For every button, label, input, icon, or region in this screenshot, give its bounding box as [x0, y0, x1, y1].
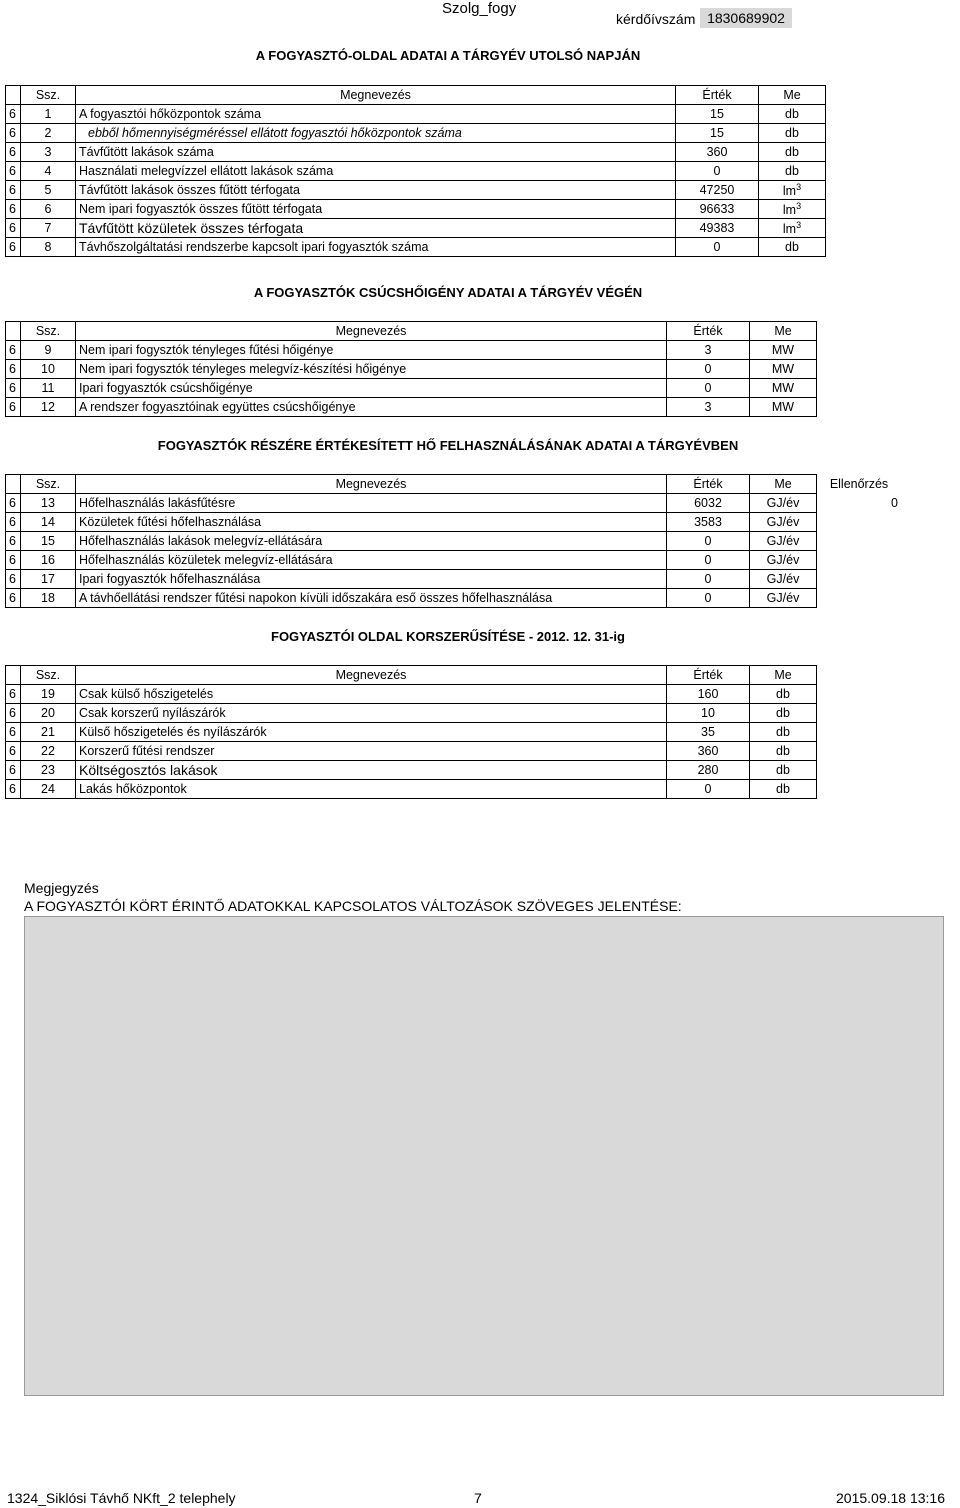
- notes-text-area[interactable]: [24, 916, 944, 1396]
- header-unit: Me: [750, 666, 817, 685]
- questionnaire-number: 1830689902: [700, 8, 792, 28]
- unit-text: lm: [782, 184, 797, 199]
- table-row: [6, 181, 826, 200]
- check-value: 0: [891, 496, 898, 510]
- section1-title: A FOGYASZTÓ-OLDAL ADATAI A TÁRGYÉV UTOLSÓ NAPJÁN: [255, 48, 641, 63]
- unit-text: MW: [771, 362, 795, 376]
- row-number: 12: [21, 398, 76, 417]
- row-unit: [750, 532, 817, 551]
- header-check: Ellenőrzés: [829, 477, 889, 491]
- row-number: 9: [21, 341, 76, 360]
- check-blank: [817, 551, 903, 570]
- row-name: A fogyasztói hőközpontok száma: [76, 105, 676, 124]
- row-number: 4: [21, 162, 76, 181]
- row-name: Lakás hőközpontok: [76, 780, 667, 799]
- table-header-row: [6, 86, 826, 105]
- row-value: 3: [667, 341, 750, 360]
- table-row: [6, 162, 826, 181]
- row-name: A távhőellátási rendszer fűtési napokon kívüli időszakára eső összes hőfelhasználása: [76, 589, 667, 608]
- table-row: [6, 494, 903, 513]
- check-blank: [817, 513, 903, 532]
- table-row: [6, 551, 903, 570]
- row-code: 6: [6, 589, 21, 608]
- row-unit: [750, 685, 817, 704]
- row-code: 6: [6, 219, 21, 238]
- row-number: 6: [21, 200, 76, 219]
- table-row: [6, 742, 817, 761]
- unit-text: db: [776, 763, 790, 777]
- row-unit: [750, 723, 817, 742]
- row-value: 0: [676, 238, 759, 257]
- row-number: 11: [21, 379, 76, 398]
- row-unit: [750, 398, 817, 417]
- row-unit: [759, 238, 826, 257]
- row-name: A rendszer fogyasztóinak együttes csúcshőigénye: [76, 398, 667, 417]
- row-number: 13: [21, 494, 76, 513]
- table-row: [6, 513, 903, 532]
- header-value: Érték: [667, 475, 750, 494]
- row-name: ebből hőmennyiségméréssel ellátott fogyasztói hőközpontok száma: [76, 124, 676, 143]
- header-value: Érték: [667, 322, 750, 341]
- footer-timestamp: 2015.09.18 13:16: [836, 1490, 945, 1506]
- row-unit: [750, 513, 817, 532]
- header-unit: Me: [750, 322, 817, 341]
- section1-table: [5, 85, 826, 257]
- row-name: Távfűtött lakások összes fűtött térfogata: [76, 181, 676, 200]
- section3-title: FOGYASZTÓK RÉSZÉRE ÉRTÉKESÍTETT HŐ FELHASZNÁLÁSÁNAK ADATAI A TÁRGYÉVBEN: [157, 438, 739, 453]
- header-name: Megnevezés: [76, 475, 667, 494]
- unit-superscript: 3: [796, 219, 802, 230]
- unit-text: MW: [771, 381, 795, 395]
- table-row: [6, 398, 817, 417]
- row-name: Távfűtött lakások száma: [76, 143, 676, 162]
- row-code: 6: [6, 742, 21, 761]
- row-name: Nem ipari fogysztók tényleges fűtési hőigénye: [76, 341, 667, 360]
- row-code: 6: [6, 494, 21, 513]
- row-value: 3: [667, 398, 750, 417]
- row-code: 6: [6, 162, 21, 181]
- row-number: 10: [21, 360, 76, 379]
- row-unit: [750, 360, 817, 379]
- table-row: [6, 200, 826, 219]
- row-unit: [750, 761, 817, 780]
- questionnaire-label: kérdőívszám: [616, 11, 696, 27]
- row-value: 360: [676, 143, 759, 162]
- unit-text: GJ/év: [766, 591, 800, 605]
- row-value: 6032: [667, 494, 750, 513]
- table-header-row: [6, 666, 817, 685]
- row-value: 280: [667, 761, 750, 780]
- row-unit: [750, 589, 817, 608]
- header-blank: [6, 86, 21, 105]
- unit-text: lm: [782, 222, 797, 237]
- row-value: 0: [667, 379, 750, 398]
- row-number: 19: [21, 685, 76, 704]
- row-number: 16: [21, 551, 76, 570]
- row-unit: [759, 143, 826, 162]
- table-row: [6, 124, 826, 143]
- row-number: 5: [21, 181, 76, 200]
- row-name: Nem ipari fogyasztók összes fűtött térfogata: [76, 200, 676, 219]
- row-unit: [759, 162, 826, 181]
- row-value: 0: [667, 570, 750, 589]
- row-number: 3: [21, 143, 76, 162]
- row-unit: [750, 379, 817, 398]
- row-value: 0: [667, 780, 750, 799]
- unit-text: db: [776, 687, 790, 701]
- table-row: [6, 570, 903, 589]
- row-number: 15: [21, 532, 76, 551]
- row-name: Távfűtött közületek összes térfogata: [76, 219, 676, 238]
- unit-text: db: [776, 706, 790, 720]
- table-row: [6, 780, 817, 799]
- row-code: 6: [6, 379, 21, 398]
- section4-title: FOGYASZTÓI OLDAL KORSZERŰSÍTÉSE - 2012. 12. 31-ig: [271, 629, 625, 644]
- sheet-name: Szolg_fogy: [442, 0, 517, 17]
- row-number: 8: [21, 238, 76, 257]
- table-row: [6, 685, 817, 704]
- table-row: [6, 341, 817, 360]
- row-value: 96633: [676, 200, 759, 219]
- check-blank: [817, 532, 903, 551]
- row-name: Nem ipari fogysztók tényleges melegvíz-készítési hőigénye: [76, 360, 667, 379]
- row-value: 3583: [667, 513, 750, 532]
- row-number: 22: [21, 742, 76, 761]
- row-code: 6: [6, 105, 21, 124]
- unit-text: db: [785, 240, 799, 254]
- footer-page-number: 7: [474, 1490, 482, 1506]
- row-name: Távhőszolgáltatási rendszerbe kapcsolt ipari fogyasztók száma: [76, 238, 676, 257]
- row-name: Használati melegvízzel ellátott lakások száma: [76, 162, 676, 181]
- row-unit: [750, 551, 817, 570]
- row-name: Költségosztós lakások: [76, 761, 667, 780]
- table-row: [6, 589, 903, 608]
- unit-text: db: [785, 164, 799, 178]
- row-code: 6: [6, 532, 21, 551]
- header-value: Érték: [667, 666, 750, 685]
- row-value: 49383: [676, 219, 759, 238]
- row-value: 0: [667, 360, 750, 379]
- header-ssz: Ssz.: [21, 475, 76, 494]
- unit-superscript: 3: [796, 181, 802, 192]
- row-code: 6: [6, 761, 21, 780]
- table-row: [6, 360, 817, 379]
- section2-table: [5, 321, 817, 417]
- notes-title: A FOGYASZTÓI KÖRT ÉRINTŐ ADATOKKAL KAPCSOLATOS VÁLTOZÁSOK SZÖVEGES JELENTÉSE:: [24, 898, 682, 914]
- row-value: 160: [667, 685, 750, 704]
- row-value: 10: [667, 704, 750, 723]
- row-name: Hőfelhasználás lakásfűtésre: [76, 494, 667, 513]
- row-name: Korszerű fűtési rendszer: [76, 742, 667, 761]
- row-value: 0: [667, 589, 750, 608]
- unit-text: GJ/év: [766, 496, 800, 510]
- header-name: Megnevezés: [76, 666, 667, 685]
- row-value: 15: [676, 124, 759, 143]
- row-value: 35: [667, 723, 750, 742]
- check-blank: [817, 570, 903, 589]
- row-code: 6: [6, 124, 21, 143]
- row-value: 47250: [676, 181, 759, 200]
- table-row: [6, 143, 826, 162]
- table-header-row: [6, 322, 817, 341]
- unit-text: db: [785, 107, 799, 121]
- row-value: 0: [667, 551, 750, 570]
- table-row: [6, 379, 817, 398]
- row-code: 6: [6, 341, 21, 360]
- row-value: 0: [667, 532, 750, 551]
- row-code: 6: [6, 723, 21, 742]
- row-number: 7: [21, 219, 76, 238]
- row-number: 14: [21, 513, 76, 532]
- header-blank: [6, 666, 21, 685]
- unit-text: db: [785, 145, 799, 159]
- header-name: Megnevezés: [76, 86, 676, 105]
- row-code: 6: [6, 398, 21, 417]
- row-value: 15: [676, 105, 759, 124]
- row-unit: [759, 181, 826, 200]
- unit-text: db: [785, 126, 799, 140]
- row-unit: [750, 570, 817, 589]
- row-code: 6: [6, 685, 21, 704]
- table-row: [6, 761, 817, 780]
- row-name: Külső hőszigetelés és nyílászárók: [76, 723, 667, 742]
- table-row: [6, 704, 817, 723]
- check-blank: [817, 589, 903, 608]
- unit-text: MW: [771, 343, 795, 357]
- row-unit: [750, 341, 817, 360]
- row-number: 18: [21, 589, 76, 608]
- header-unit: Me: [759, 86, 826, 105]
- unit-text: lm: [782, 203, 797, 218]
- row-code: 6: [6, 200, 21, 219]
- table-header-row: [6, 475, 903, 494]
- unit-text: GJ/év: [766, 534, 800, 548]
- table-row: [6, 723, 817, 742]
- row-number: 2: [21, 124, 76, 143]
- header-blank: [6, 475, 21, 494]
- unit-text: GJ/év: [766, 553, 800, 567]
- row-code: 6: [6, 780, 21, 799]
- section2-title: A FOGYASZTÓK CSÚCSHŐIGÉNY ADATAI A TÁRGYÉV VÉGÉN: [253, 285, 643, 300]
- header-blank: [6, 322, 21, 341]
- row-code: 6: [6, 360, 21, 379]
- row-unit: [759, 105, 826, 124]
- footer-company: 1324_Siklósi Távhő NKft_2 telephely: [7, 1490, 236, 1506]
- row-name: Csak külső hőszigetelés: [76, 685, 667, 704]
- row-name: Ipari fogyasztók hőfelhasználása: [76, 570, 667, 589]
- header-ssz: Ssz.: [21, 86, 76, 105]
- row-code: 6: [6, 143, 21, 162]
- notes-label: Megjegyzés: [24, 880, 99, 896]
- row-name: Hőfelhasználás közületek melegvíz-ellátására: [76, 551, 667, 570]
- row-code: 6: [6, 238, 21, 257]
- header-value: Érték: [676, 86, 759, 105]
- row-value: 360: [667, 742, 750, 761]
- table-row: [6, 105, 826, 124]
- row-unit: [759, 219, 826, 238]
- header-ssz: Ssz.: [21, 666, 76, 685]
- unit-text: GJ/év: [766, 572, 800, 586]
- row-number: 24: [21, 780, 76, 799]
- row-number: 23: [21, 761, 76, 780]
- row-unit: [750, 742, 817, 761]
- row-code: 6: [6, 551, 21, 570]
- row-name: Hőfelhasználás lakások melegvíz-ellátására: [76, 532, 667, 551]
- header-unit: Me: [750, 475, 817, 494]
- row-unit: [759, 200, 826, 219]
- unit-text: db: [776, 725, 790, 739]
- row-unit: [750, 494, 817, 513]
- row-unit: [750, 704, 817, 723]
- unit-superscript: 3: [796, 200, 802, 211]
- row-unit: [759, 124, 826, 143]
- unit-text: db: [776, 782, 790, 796]
- unit-text: MW: [771, 400, 795, 414]
- row-code: 6: [6, 181, 21, 200]
- row-number: 20: [21, 704, 76, 723]
- section3-table: [5, 474, 903, 608]
- table-row: [6, 532, 903, 551]
- table-row: [6, 238, 826, 257]
- table-row: [6, 219, 826, 238]
- header-name: Megnevezés: [76, 322, 667, 341]
- row-number: 21: [21, 723, 76, 742]
- unit-text: db: [776, 744, 790, 758]
- row-name: Közületek fűtési hőfelhasználása: [76, 513, 667, 532]
- row-unit: [750, 780, 817, 799]
- row-code: 6: [6, 513, 21, 532]
- row-code: 6: [6, 704, 21, 723]
- unit-text: GJ/év: [766, 515, 800, 529]
- row-name: Csak korszerű nyílászárók: [76, 704, 667, 723]
- row-name: Ipari fogyasztók csúcshőigénye: [76, 379, 667, 398]
- row-number: 1: [21, 105, 76, 124]
- header-ssz: Ssz.: [21, 322, 76, 341]
- row-number: 17: [21, 570, 76, 589]
- row-code: 6: [6, 570, 21, 589]
- row-value: 0: [676, 162, 759, 181]
- section4-table: [5, 665, 817, 799]
